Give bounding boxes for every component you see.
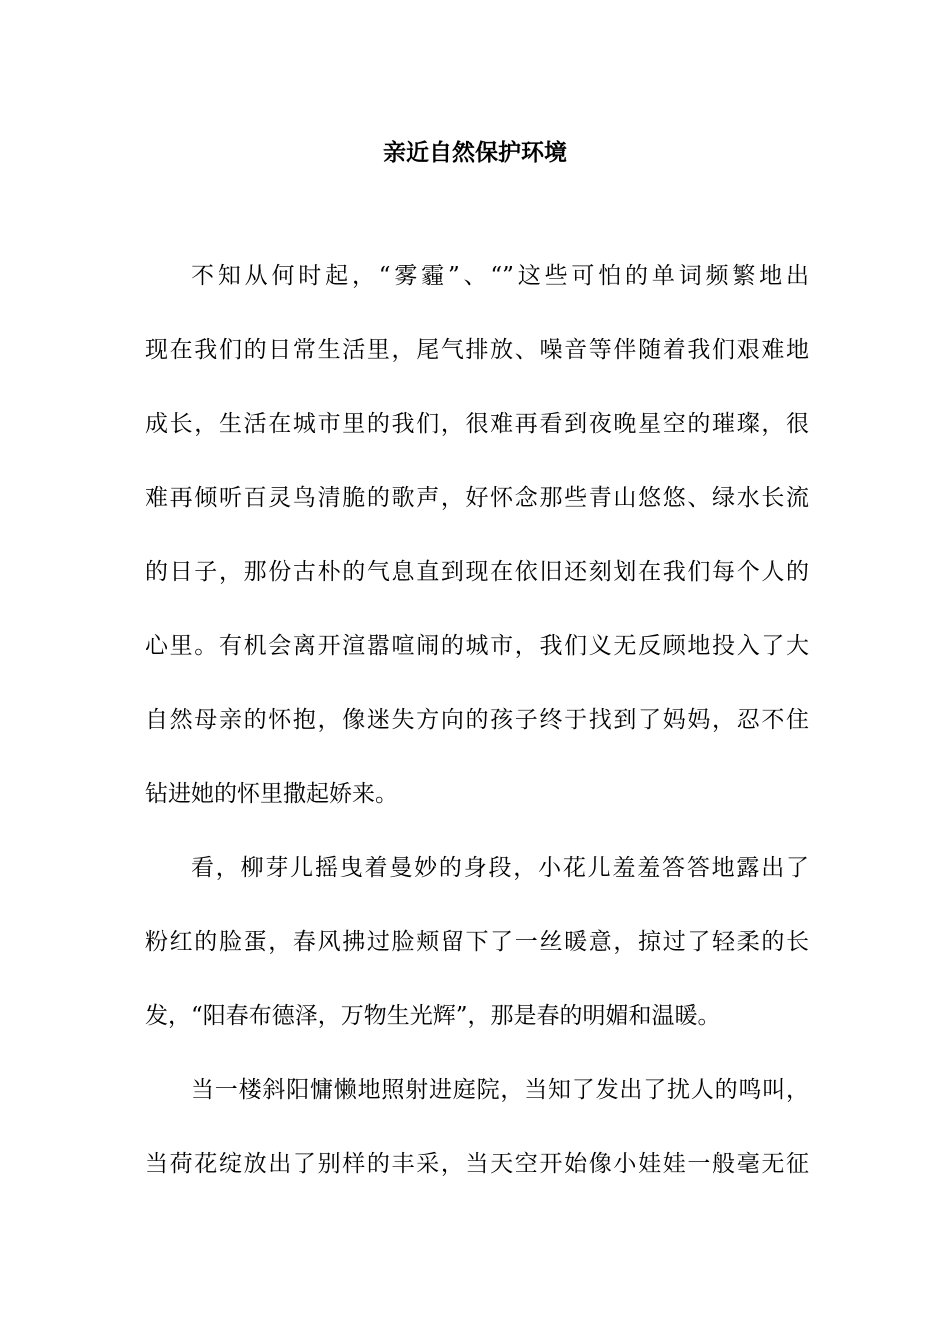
paragraph-2-line-3: 发，“阳春布德泽，万物生光辉”，那是春的明媚和温暖。 [145, 1003, 721, 1029]
document-title: 亲近自然保护环境 [383, 139, 567, 166]
paragraph-1-line-1: 不知从何时起，“雾霾”、“”这些可怕的单词频繁地出 [191, 263, 809, 289]
paragraph-2-line-1: 看，柳芽儿摇曳着曼妙的身段，小花儿羞羞答答地露出了 [191, 855, 809, 881]
paragraph-1-line-6: 心里。有机会离开渲嚣喧闹的城市，我们义无反顾地投入了大 [145, 633, 809, 659]
paragraph-3-line-2: 当荷花绽放出了别样的丰采，当天空开始像小娃娃一般毫无征 [145, 1151, 809, 1177]
paragraph-1-line-4: 难再倾听百灵鸟清脆的歌声，好怀念那些青山悠悠、绿水长流 [145, 485, 809, 511]
paragraph-1-line-3: 成长，生活在城市里的我们，很难再看到夜晚星空的璀璨，很 [145, 411, 809, 437]
paragraph-1-line-2: 现在我们的日常生活里，尾气排放、噪音等伴随着我们艰难地 [145, 337, 809, 363]
paragraph-3-line-1: 当一楼斜阳慵懒地照射进庭院，当知了发出了扰人的鸣叫， [191, 1077, 809, 1103]
paragraph-1-line-8: 钻进她的怀里撒起娇来。 [145, 781, 398, 807]
document-body [145, 256, 809, 1218]
paragraph-1-line-5: 的日子，那份古朴的气息直到现在依旧还刻划在我们每个人的 [145, 559, 809, 585]
paragraph-2-line-2: 粉红的脸蛋，春风拂过脸颊留下了一丝暖意，掠过了轻柔的长 [145, 929, 809, 955]
paragraph-1-line-7: 自然母亲的怀抱，像迷失方向的孩子终于找到了妈妈，忍不住 [145, 707, 809, 733]
